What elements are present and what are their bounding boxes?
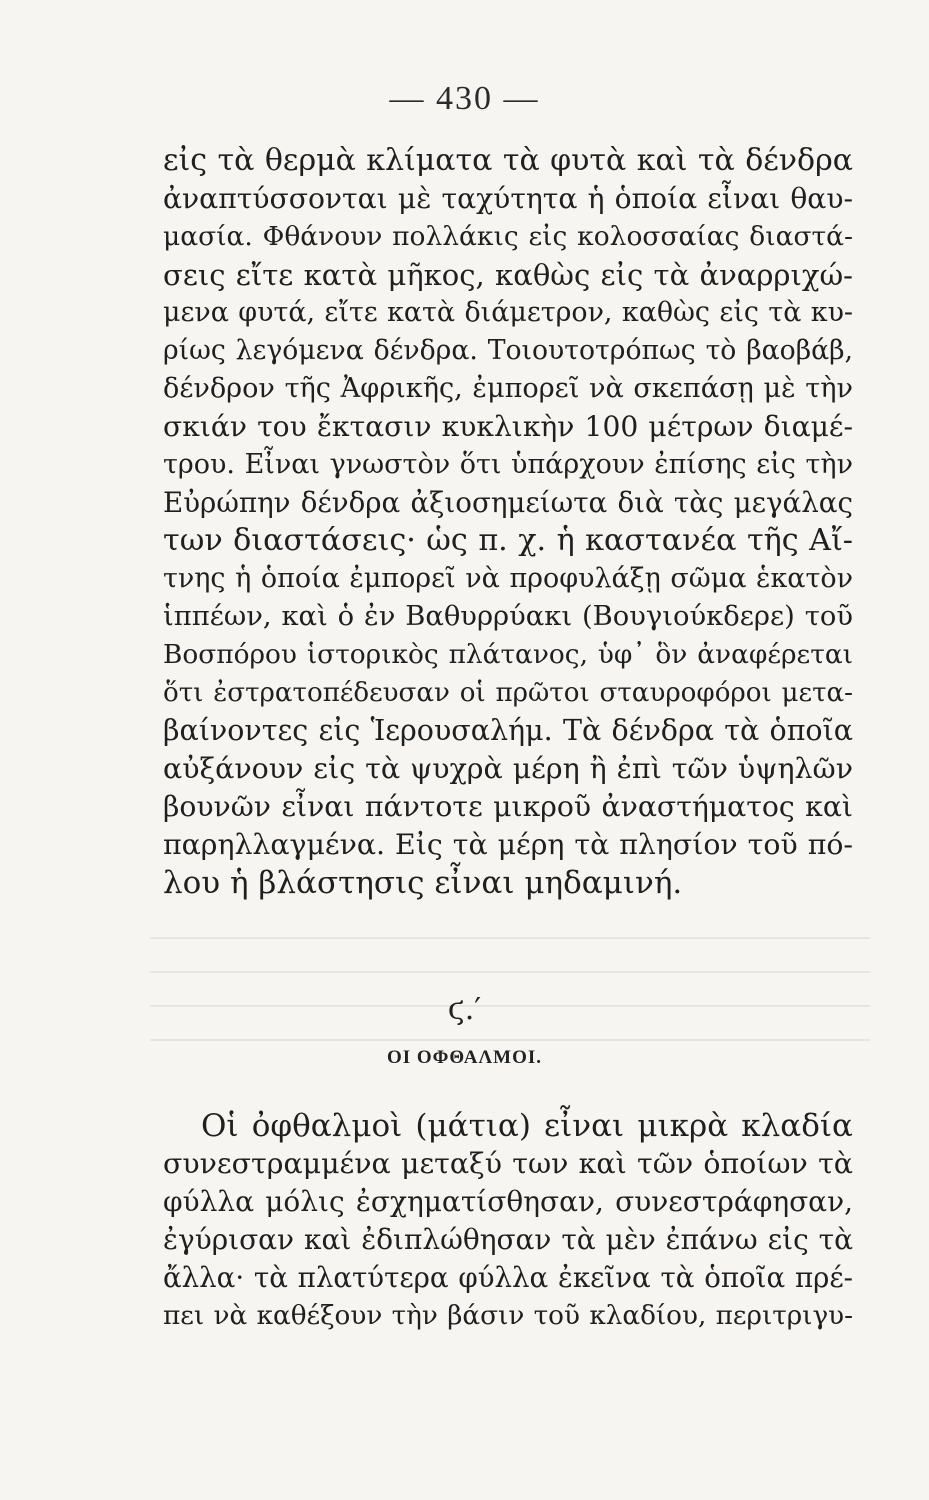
text-line: ἱππέων, καὶ ὁ ἐν Βαθυρρύακι (Βουγιούκδερε) τοῦ bbox=[163, 601, 853, 632]
text-line: σεις εἴτε κατὰ μῆκος, καθὼς εἰς τὰ ἀναρριχώ- bbox=[163, 258, 853, 292]
text-line: μενα φυτά, εἴτε κατὰ διάμετρον, καθὼς εἰς τὰ κυ- bbox=[163, 297, 853, 328]
text-line: Οἱ ὀφθαλμοὶ (μάτια) εἶναι μικρὰ κλαδία bbox=[201, 1108, 853, 1144]
paragraph-buds bbox=[163, 1107, 853, 1335]
text-line: δένδρον τῆς Ἀφρικῆς, ἐμπορεῖ νὰ σκεπάσῃ μὲ τὴν bbox=[163, 373, 853, 404]
text-line: φύλλα μόλις ἐσχηματίσθησαν, συνεστράφησαν, bbox=[163, 1185, 853, 1218]
section-title: ΟΙ ΟΦΘΑΛΜΟΙ. bbox=[386, 1047, 543, 1068]
text-line: Βοσπόρου ἱστορικὸς πλάτανος, ὑφ᾽ ὃν ἀναφέρεται bbox=[163, 639, 853, 670]
text-line: ἄλλα· τὰ πλατύτερα φύλλα ἐκεῖνα τὰ ὁποῖα πρέ- bbox=[163, 1261, 853, 1294]
text-line: εἰς τὰ θερμὰ κλίματα τὰ φυτὰ καὶ τὰ δένδρα bbox=[163, 143, 853, 178]
text-line: μασία. Φθάνουν πολλάκις εἰς κολοσσαίας διαστά- bbox=[163, 221, 853, 252]
text-line: ρίως λεγόμενα δένδρα. Τοιουτοτρόπως τὸ βαοβάβ, bbox=[163, 335, 853, 366]
text-line: πει νὰ καθέξουν τὴν βάσιν τοῦ κλαδίου, περιτριγυ- bbox=[163, 1301, 853, 1331]
text-line: συνεστραμμένα μεταξύ των καὶ τῶν ὁποίων τὰ bbox=[163, 1147, 853, 1180]
text-line: λου ἡ βλάστησις εἶναι μηδαμινή. bbox=[163, 865, 683, 901]
page-number: — 430 — bbox=[389, 80, 540, 117]
text-line: ἀναπτύσσονται μὲ ταχύτητα ἡ ὁποία εἶναι θαυ- bbox=[163, 182, 853, 215]
text-line: των διαστάσεις· ὡς π. χ. ἡ καστανέα τῆς Αἴ- bbox=[163, 523, 853, 558]
text-line: ἐγύρισαν καὶ ἐδιπλώθησαν τὰ μὲν ἐπάνω εἰς τὰ bbox=[163, 1223, 853, 1256]
text-line: βαίνοντες εἰς Ἱερουσαλήμ. Τὰ δένδρα τὰ ὁποῖα bbox=[163, 714, 853, 747]
text-line: παρηλλαγμένα. Εἰς τὰ μέρη τὰ πλησίον τοῦ πό- bbox=[163, 828, 853, 861]
section-number: ϛ.′ bbox=[447, 992, 482, 1027]
text-line: βουνῶν εἶναι πάντοτε μικροῦ ἀναστήματος καὶ bbox=[163, 790, 853, 823]
text-line: Εὐρώπην δένδρα ἀξιοσημείωτα διὰ τὰς μεγάλας bbox=[163, 486, 853, 519]
text-line: τρου. Εἶναι γνωστὸν ὅτι ὑπάρχουν ἐπίσης εἰς τὴν bbox=[163, 449, 853, 480]
paragraph-trees bbox=[163, 142, 853, 902]
text-line: αὐξάνουν εἰς τὰ ψυχρὰ μέρη ἢ ἐπὶ τῶν ὑψηλῶν bbox=[163, 752, 853, 785]
text-line: τνης ἡ ὁποία ἐμπορεῖ νὰ προφυλάξῃ σῶμα ἑκατὸν bbox=[163, 563, 853, 594]
text-line: σκιάν του ἔκτασιν κυκλικὴν 100 μέτρων διαμέ- bbox=[163, 410, 853, 443]
text-line: ὅτι ἐστρατοπέδευσαν οἱ πρῶτοι σταυροφόροι μετα- bbox=[163, 678, 853, 708]
